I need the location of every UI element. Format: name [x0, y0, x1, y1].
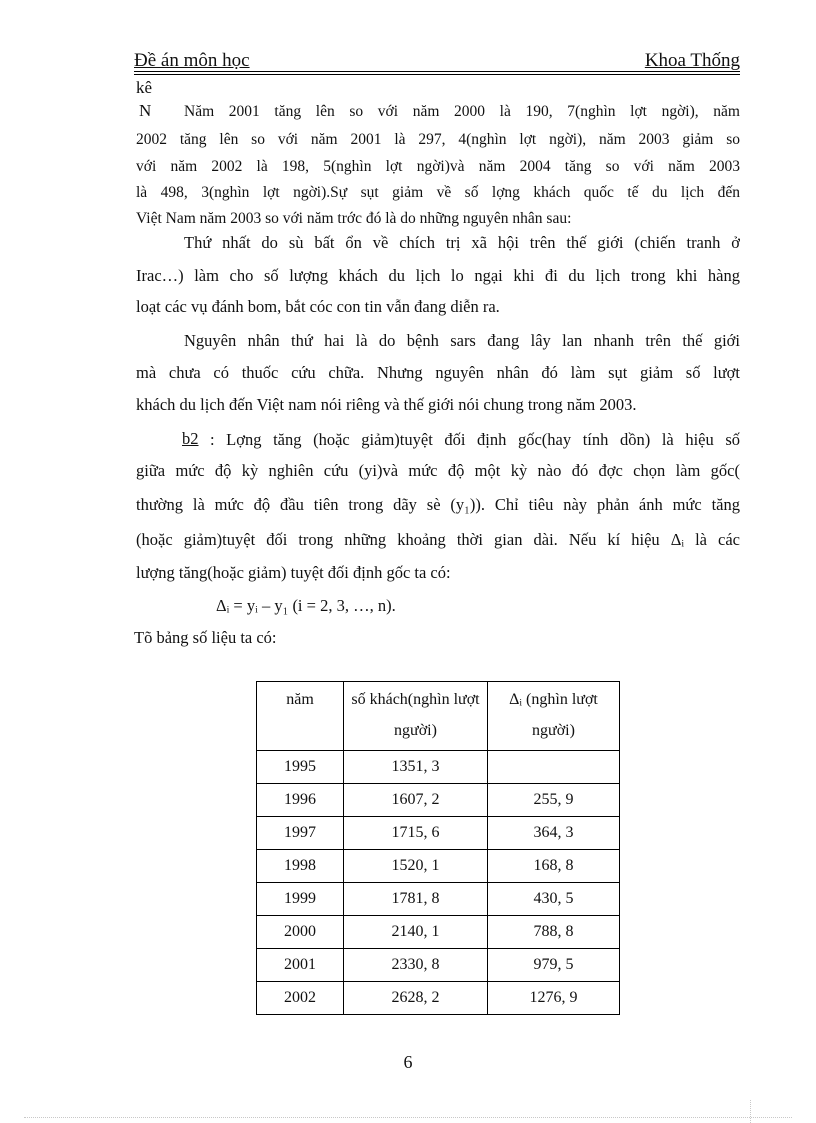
table-cell-visitors: 1781, 8	[344, 883, 488, 916]
paragraph-3-line: khách du lịch đến Việt nam nói riêng và thế giới nói chung trong năm 2003.	[136, 395, 637, 414]
table-cell-delta: 1276, 9	[488, 982, 620, 1015]
table-cell-visitors: 2140, 1	[344, 916, 488, 949]
table-row	[257, 883, 620, 916]
table-cell-year: 1999	[257, 883, 344, 916]
page-number: 6	[403, 1052, 413, 1072]
table-cell-visitors: 2628, 2	[344, 982, 488, 1015]
table-cell-visitors: 2330, 8	[344, 949, 488, 982]
paragraph-1-line: với năm 2002 là 198, 5(nghìn lợt ngời)và năm 2004 tăng so với năm 2003	[136, 158, 740, 175]
table-cell-year: 2002	[257, 982, 344, 1015]
table-cell-visitors: 1351, 3	[344, 751, 488, 784]
table-header-year: năm	[257, 682, 344, 751]
table-cell-delta: 788, 8	[488, 916, 620, 949]
header-continuation: kê	[136, 78, 153, 97]
section-label: b2	[182, 429, 199, 448]
table-cell-delta: 364, 3	[488, 817, 620, 850]
data-table	[256, 681, 620, 1015]
table-row	[257, 916, 620, 949]
table-row	[257, 751, 620, 784]
header-faculty: Khoa Thống	[644, 50, 740, 71]
table-row	[257, 817, 620, 850]
formula: Δᵢ = yᵢ – y₁ (i = 2, 3, …, n).	[216, 596, 396, 615]
table-cell-delta: 255, 9	[488, 784, 620, 817]
table-cell-year: 1998	[257, 850, 344, 883]
table-cell-year: 1995	[257, 751, 344, 784]
paragraph-4-line: thường là mức độ đầu tiên trong dãy sè (y₁)). Chỉ tiêu này phản ánh mức tăng	[136, 495, 740, 514]
paragraph-1-line: Năm 2001 tăng lên so với năm 2000 là 190, 7(nghìn lợt ngời), năm	[184, 103, 740, 120]
table-header-delta: Δᵢ (nghìn lượt người)	[488, 682, 620, 751]
paragraph-4-line: : Lợng tăng (hoặc giảm)tuyệt đối định gốc(hay tính dồn) là hiệu số	[210, 430, 740, 449]
table-cell-year: 2001	[257, 949, 344, 982]
paragraph-3-line: Nguyên nhân thứ hai là do bệnh sars đang lây lan nhanh trên thế giới	[184, 331, 740, 350]
header-rule-double	[134, 74, 740, 75]
table-cell-visitors: 1715, 6	[344, 817, 488, 850]
table-cell-year: 1996	[257, 784, 344, 817]
table-header-visitors: số khách(nghìn lượt người)	[344, 682, 488, 751]
paragraph-2-line: loạt các vụ đánh bom, bắt cóc con tin vẫn đang diễn ra.	[136, 297, 500, 316]
paragraph-2-line: Thứ nhất do sù bất ổn về chích trị xã hội trên thế giới (chiến tranh ở	[184, 233, 740, 252]
table-cell-delta	[488, 751, 620, 784]
table-cell-visitors: 1607, 2	[344, 784, 488, 817]
drop-cap-letter: N	[139, 101, 152, 120]
table-cell-delta: 430, 5	[488, 883, 620, 916]
table-cell-year: 2000	[257, 916, 344, 949]
table-row	[257, 949, 620, 982]
table-intro: Tõ bảng số liệu ta có:	[134, 628, 277, 647]
page-header	[134, 50, 740, 72]
paragraph-4-line: lượng tăng(hoặc giảm) tuyệt đối định gốc ta có:	[136, 563, 451, 582]
table-cell-visitors: 1520, 1	[344, 850, 488, 883]
table-row	[257, 982, 620, 1015]
paragraph-1-line: là 498, 3(nghìn lợt ngời).Sự sụt giảm về số lợng khách quốc tế du lịch đến	[136, 184, 740, 201]
table-row	[257, 850, 620, 883]
paragraph-2-line: Irac…) làm cho số lượng khách du lịch lo ngại khi đi du lịch trong khi hàng	[136, 266, 740, 285]
table-header-row	[257, 682, 620, 751]
footer-dotted-rule	[24, 1117, 792, 1118]
table-cell-delta: 168, 8	[488, 850, 620, 883]
table-row	[257, 784, 620, 817]
paragraph-3-line: mà chưa có thuốc cứu chữa. Nhưng nguyên nhân đó làm sụt giảm số lượt	[136, 363, 740, 382]
table-cell-delta: 979, 5	[488, 949, 620, 982]
footer-dotted-divider	[750, 1100, 751, 1123]
header-rule	[134, 71, 740, 72]
paragraph-1-line: 2002 tăng lên so với năm 2001 là 297, 4(nghìn lợt ngời), năm 2003 giảm so	[136, 131, 740, 148]
header-course-title: Đề án môn học	[134, 50, 250, 71]
paragraph-4-line: (hoặc giảm)tuyệt đối trong những khoảng thời gian dài. Nếu kí hiệu Δᵢ là các	[136, 530, 740, 549]
table-cell-year: 1997	[257, 817, 344, 850]
paragraph-4-line: giữa mức độ kỳ nghiên cứu (yi)và mức độ một kỳ nào đó đợc chọn làm gốc(	[136, 461, 740, 480]
paragraph-1-line: Việt Nam năm 2003 so với năm trớc đó là do những nguyên nhân sau:	[136, 210, 572, 227]
